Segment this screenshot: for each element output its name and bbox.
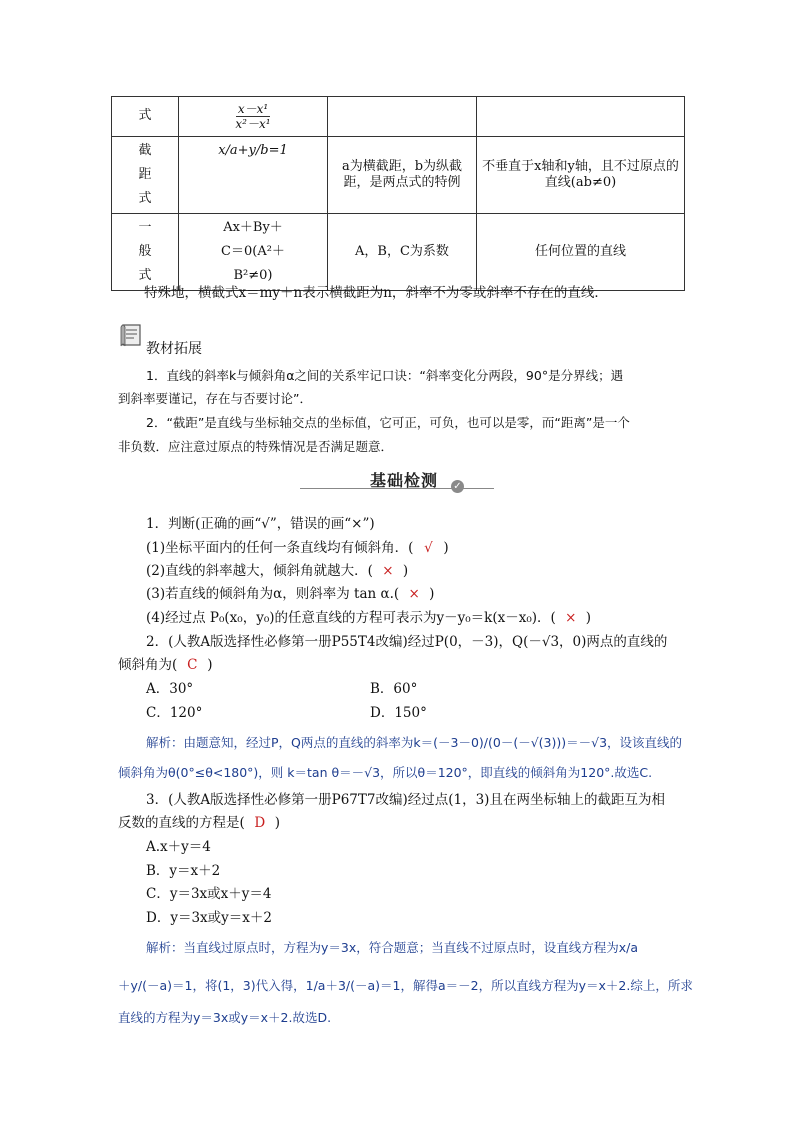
special-note: 特殊地，横截式x＝my＋n表示横截距为n，斜率不为零或斜率不存在的直线． bbox=[144, 285, 608, 301]
q2-solution-line1: 解析：由题意知，经过P，Q两点的直线的斜率为k＝(－3－0)/(0－(－√(3)))＝－√3，设该直线的 bbox=[146, 735, 683, 750]
q2-option-c: C．120° bbox=[146, 705, 203, 721]
formula-fraction bbox=[235, 102, 270, 131]
form-name-cell bbox=[112, 214, 179, 291]
form-name-char: 式 bbox=[138, 191, 152, 206]
scope-text: 任何位置的直线 bbox=[534, 243, 626, 259]
formula-table bbox=[111, 96, 685, 291]
scope-cell bbox=[477, 97, 685, 137]
q3-stem-text: 反数的直线的方程是( bbox=[118, 815, 245, 831]
form-name-cell bbox=[112, 137, 179, 214]
q1-item bbox=[146, 559, 408, 579]
q1-item-text: (3)若直线的倾斜角为α，则斜率为 tan α.( bbox=[146, 586, 400, 602]
q1-answer: × bbox=[565, 610, 577, 626]
form-name-char: 般 bbox=[138, 244, 152, 259]
q3-stem-line1: 3．(人教A版选择性必修第一册P67T7改编)经过点(1，3)且在两坐标轴上的截距互为相 bbox=[146, 792, 665, 808]
q2-option-d: D．150° bbox=[370, 705, 427, 721]
q1-answer: × bbox=[382, 563, 394, 579]
extension-title: 教材拓展 bbox=[146, 341, 202, 357]
section-header bbox=[300, 468, 494, 494]
formula-text: x/a+y/b=1 bbox=[218, 143, 288, 158]
form-name: 式 bbox=[138, 108, 152, 124]
scope-cell bbox=[477, 214, 685, 291]
form-name-char: 一 bbox=[138, 220, 152, 235]
q1-stem: 1．判断(正确的画“√”，错误的画“×”) bbox=[146, 516, 375, 532]
q3-stem-line2 bbox=[118, 811, 280, 831]
note-text: A，B，C为系数 bbox=[355, 243, 449, 259]
q3-option-b: B．y＝x＋2 bbox=[146, 863, 221, 879]
paren-close: ) bbox=[207, 657, 213, 673]
paren-close: ) bbox=[585, 610, 592, 626]
q2-stem-line2 bbox=[118, 653, 213, 673]
q2-option-b: B．60° bbox=[370, 681, 418, 697]
table-row bbox=[112, 137, 685, 214]
formula-line: B²≠0) bbox=[233, 268, 273, 283]
q3-solution-line3: 直线的方程为y＝3x或y＝x＋2.故选D. bbox=[118, 1010, 332, 1025]
paren-close: ) bbox=[402, 563, 409, 579]
q2-solution-line2: 倾斜角为θ(0°≤θ<180°)，则 k＝tan θ＝－√3，所以θ＝120°，即直线的倾斜角为120°.故选C. bbox=[118, 765, 653, 780]
formula-line: C＝0(A²＋ bbox=[221, 244, 285, 259]
extension-item1-line2: 到斜率要谨记，存在与否要讨论”． bbox=[118, 391, 312, 406]
form-name-cell bbox=[112, 97, 179, 137]
form-name-char: 式 bbox=[138, 268, 152, 283]
q3-answer: D bbox=[254, 815, 266, 831]
note-cell bbox=[328, 214, 477, 291]
q1-item bbox=[146, 536, 449, 556]
q1-item-text: (4)经过点 P₀(x₀，y₀)的任意直线的方程可表示为y－y₀＝k(x－x₀)．( bbox=[146, 610, 556, 626]
fraction-numerator: x－x¹ bbox=[237, 102, 269, 116]
table-row bbox=[112, 97, 685, 137]
paren-close: ) bbox=[429, 586, 435, 602]
check-icon: ✓ bbox=[451, 480, 464, 493]
section-title: 基础检测 bbox=[370, 471, 439, 490]
q2-stem-text: 倾斜角为( bbox=[118, 657, 178, 673]
formula-cell bbox=[179, 137, 328, 214]
scope-cell bbox=[477, 137, 685, 214]
note-text: a为横截距，b为纵截距，是两点式的特例 bbox=[341, 158, 463, 190]
q2-option-a: A．30° bbox=[146, 681, 194, 697]
fraction-denominator: x²－x¹ bbox=[235, 117, 271, 131]
q2-answer: C bbox=[187, 657, 198, 673]
paren-close: ) bbox=[274, 815, 281, 831]
note-cell bbox=[328, 97, 477, 137]
q3-solution-line2: ＋y/(－a)＝1，将(1，3)代入得，1/a＋3/(－a)＝1，解得a＝－2，所以直线方程为y＝x＋2.综上，所求 bbox=[118, 978, 693, 993]
q1-item-text: (2)直线的斜率越大，倾斜角就越大．( bbox=[146, 563, 373, 579]
q1-answer: × bbox=[408, 586, 420, 602]
q1-item-text: (1)坐标平面内的任何一条直线均有倾斜角．( bbox=[146, 540, 414, 556]
formula-line: Ax＋By＋ bbox=[223, 220, 283, 235]
paren-close: ) bbox=[443, 540, 449, 556]
q3-solution-line1: 解析：当直线过原点时，方程为y＝3x，符合题意；当直线不过原点时，设直线方程为x/a bbox=[146, 940, 639, 955]
q2-stem-line1: 2．(人教A版选择性必修第一册P55T4改编)经过P(0，－3)，Q(－√3，0)两点的直线的 bbox=[146, 634, 668, 650]
extension-item2-line1: 2．“截距”是直线与坐标轴交点的坐标值，它可正，可负，也可以是零，而“距离”是一个 bbox=[146, 415, 630, 430]
q3-option-d: D．y＝3x或y＝x＋2 bbox=[146, 910, 272, 926]
scope-text: 不垂直于x轴和y轴，且不过原点的直线(ab≠0) bbox=[482, 158, 679, 190]
extension-item1-line1: 1．直线的斜率k与倾斜角α之间的关系牢记口诀：“斜率变化分两段，90°是分界线；遇 bbox=[146, 368, 624, 383]
note-cell bbox=[328, 137, 477, 214]
book-icon bbox=[120, 322, 144, 348]
table-row bbox=[112, 214, 685, 291]
form-name-char: 截 bbox=[138, 143, 152, 158]
extension-item2-line2: 非负数．应注意过原点的特殊情况是否满足题意． bbox=[118, 439, 394, 454]
q3-option-c: C．y＝3x或x＋y＝4 bbox=[146, 886, 272, 902]
form-name-char: 距 bbox=[138, 167, 152, 182]
formula-cell bbox=[179, 97, 328, 137]
q1-answer: √ bbox=[424, 540, 433, 556]
q1-item bbox=[146, 606, 591, 626]
formula-cell bbox=[179, 214, 328, 291]
q1-item bbox=[146, 582, 434, 602]
q3-option-a: A.x＋y＝4 bbox=[146, 839, 211, 855]
